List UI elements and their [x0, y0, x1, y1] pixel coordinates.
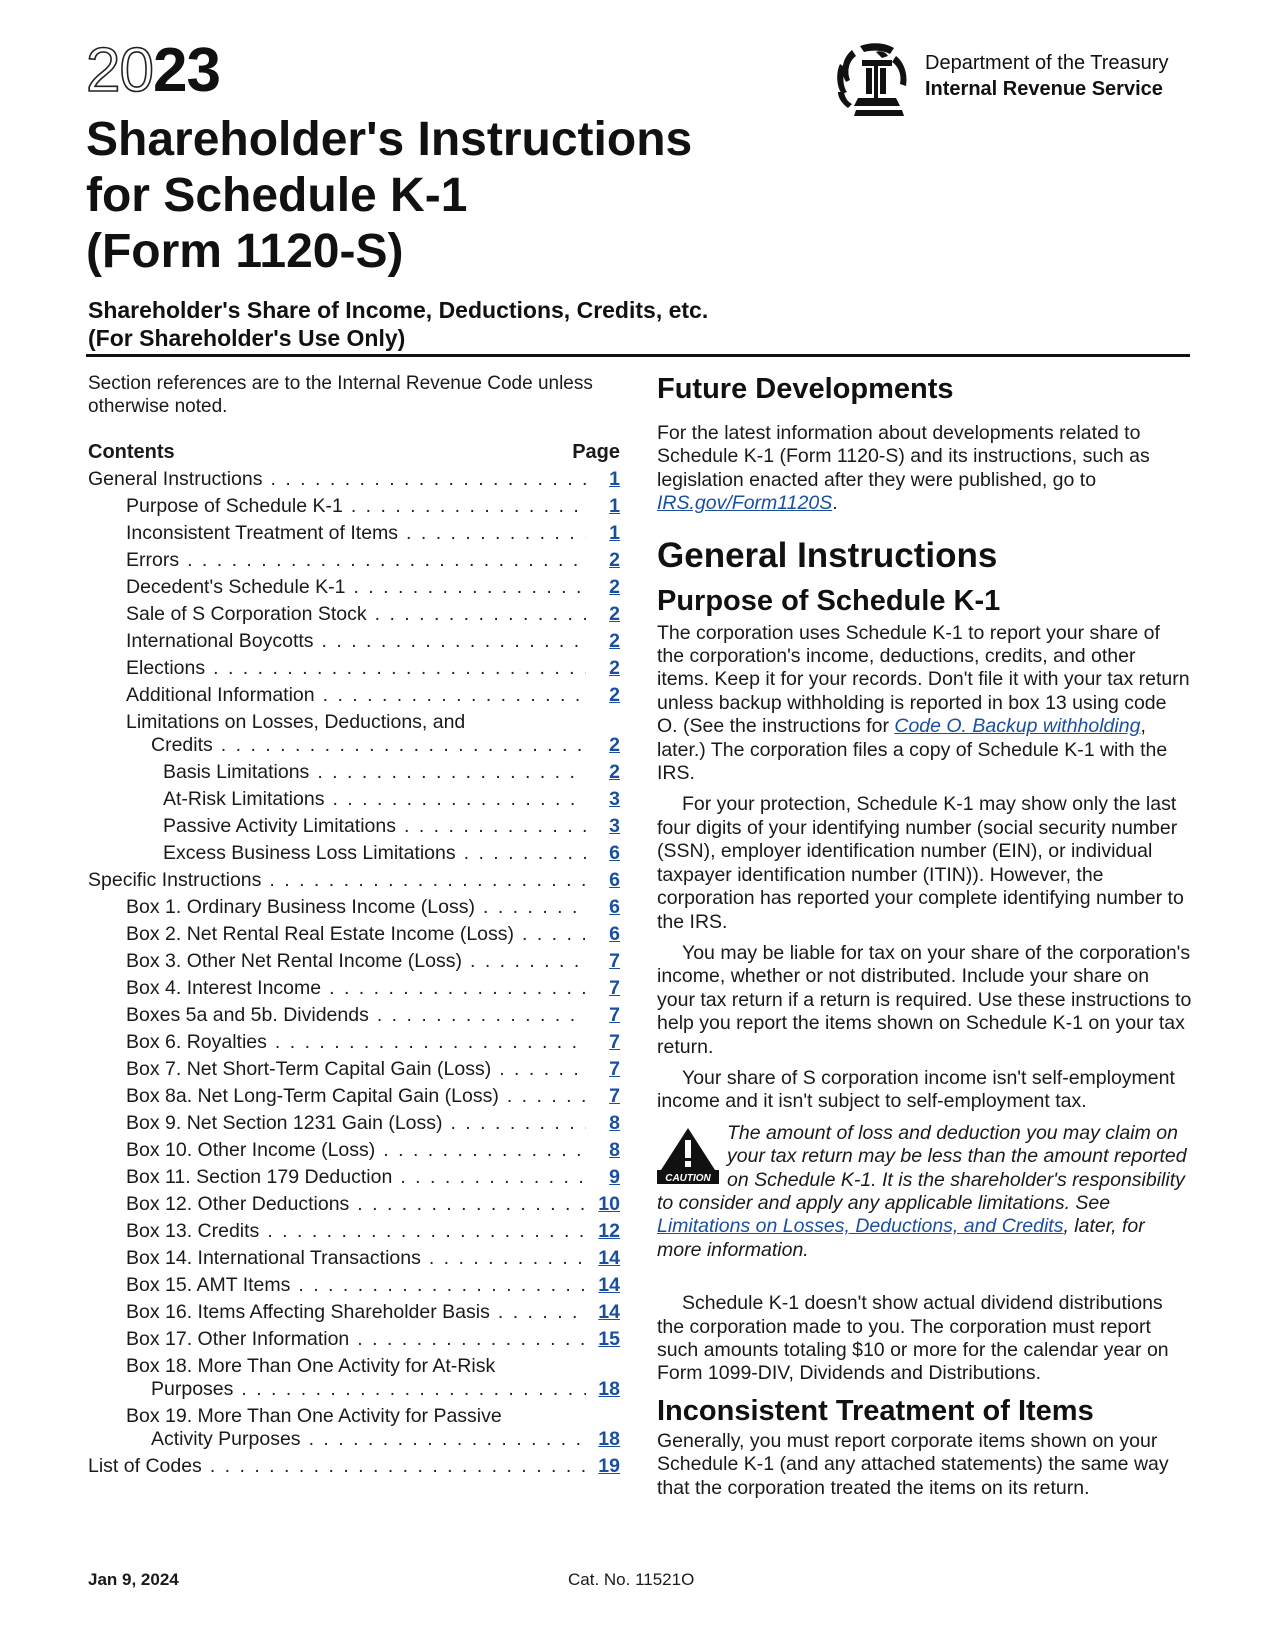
- toc-page-link[interactable]: 8: [609, 1112, 620, 1134]
- toc-leader-dots: [322, 630, 586, 653]
- toc-page-link[interactable]: 18: [598, 1378, 620, 1400]
- toc-item[interactable]: [88, 761, 620, 784]
- toc-leader-dots: [470, 950, 586, 973]
- toc-leader-dots: [400, 1166, 586, 1189]
- revision-date: Jan 9, 2024: [88, 1570, 179, 1589]
- toc-leader-dots: [275, 1031, 586, 1054]
- toc-item-label: Box 4. Interest Income: [126, 977, 322, 999]
- future-text: For the latest information about developments related to Schedule K-1 (Form 1120-S) and its instructions, such as legislation enacted after they were published, go to: [657, 422, 1150, 491]
- title-line-1: Shareholder's Instructions: [86, 113, 693, 166]
- irs-eagle-logo-icon: [836, 42, 908, 118]
- toc-item[interactable]: [88, 950, 620, 973]
- toc-item[interactable]: [88, 1085, 620, 1108]
- future-developments-text: For the latest information about developments related to Schedule K-1 (Form 1120-S) and its instructions, such as legislation enacted after they were published, go to IRS.gov/Form1120S.: [657, 422, 1150, 515]
- toc-item[interactable]: [88, 468, 620, 491]
- toc-leader-dots: [298, 1274, 586, 1297]
- toc-leader-dots: [213, 657, 586, 680]
- toc-page-link[interactable]: 14: [598, 1247, 620, 1269]
- toc-leader-dots: [429, 1247, 586, 1270]
- toc-page-link[interactable]: 19: [598, 1455, 620, 1477]
- purpose-paragraph-2: For your protection, Schedule K-1 may show only the last four digits of your identifying number (social security number (SSN), employer identification number (EIN), or individual taxpayer identification number (ITIN)). However, the corporation has reported your complete identifying number to the IRS.: [657, 793, 1184, 933]
- toc-item[interactable]: [88, 1004, 620, 1027]
- toc-page-link[interactable]: 1: [609, 495, 620, 517]
- future-developments-heading: Future Developments: [657, 373, 954, 405]
- toc-page-link[interactable]: 8: [609, 1139, 620, 1161]
- toc-page-link[interactable]: 2: [609, 657, 620, 679]
- title-line-2: for Schedule K-1: [86, 169, 468, 222]
- toc-leader-dots: [464, 842, 586, 865]
- toc-page-link[interactable]: 6: [609, 869, 620, 891]
- toc-leader-dots: [267, 1220, 586, 1243]
- toc-item-heading: Box 18. More Than One Activity for At-Risk: [126, 1355, 496, 1377]
- purpose-p1-tail: , later.) The corporation files a copy of Schedule K-1 with the IRS.: [657, 715, 1168, 785]
- toc-item[interactable]: [88, 1274, 620, 1297]
- toc-item-label: Box 1. Ordinary Business Income (Loss): [126, 896, 475, 918]
- toc-page-link[interactable]: 3: [609, 815, 620, 837]
- agency-name: [925, 50, 1168, 102]
- toc-item-label: Box 16. Items Affecting Shareholder Basis: [126, 1301, 490, 1323]
- toc-item[interactable]: [88, 684, 620, 707]
- toc-leader-dots: [404, 815, 586, 838]
- toc-leader-dots: [317, 761, 586, 784]
- subtitle-line-1: Shareholder's Share of Income, Deductions, Credits, etc.: [88, 297, 709, 323]
- toc-page-link[interactable]: 12: [598, 1220, 620, 1242]
- toc-item-heading: Limitations on Losses, Deductions, and: [126, 711, 466, 733]
- toc-leader-dots: [375, 603, 586, 626]
- toc-page-link[interactable]: 7: [609, 977, 620, 999]
- caution-text: The amount of loss and deduction you may claim on your tax return may be less than the amount reported on Schedule K-1. It is the shareholder's responsibility to consider and apply any applicable limitations. See: [657, 1121, 1187, 1214]
- toc-item-heading: Box 19. More Than One Activity for Passive: [126, 1405, 502, 1427]
- irs-form-link[interactable]: IRS.gov/Form1120S: [657, 492, 833, 515]
- purpose-p1-text: The corporation uses Schedule K-1 to report your share of the corporation's income, deductions, credits, and other items. Keep it for your records. Don't file it with your tax return unless backup withholding is reported in box 13 using code O. (See the instructions for: [657, 621, 1190, 738]
- toc-item[interactable]: [88, 1301, 620, 1324]
- toc-item[interactable]: [88, 549, 620, 572]
- toc-item-label: Box 6. Royalties: [126, 1031, 267, 1053]
- toc-item[interactable]: [88, 1220, 620, 1243]
- toc-leader-dots: [241, 1378, 586, 1401]
- toc-item[interactable]: [88, 869, 620, 892]
- toc-page-link[interactable]: 7: [609, 1085, 620, 1107]
- toc-item-label: Sale of S Corporation Stock: [126, 603, 367, 625]
- toc-page-link[interactable]: 14: [598, 1301, 620, 1323]
- toc-page-link[interactable]: 7: [609, 1031, 620, 1053]
- toc-item[interactable]: [88, 1378, 620, 1401]
- toc-item-label: Excess Business Loss Limitations: [163, 842, 456, 864]
- toc-item[interactable]: [88, 896, 620, 919]
- contents-label: Contents: [88, 441, 175, 463]
- section-references-note: Section references are to the Internal Revenue Code unless otherwise noted.: [88, 373, 593, 417]
- catalog-number: Cat. No. 11521O: [568, 1570, 695, 1589]
- document-subtitle: [88, 296, 708, 352]
- document-title: [86, 112, 846, 280]
- toc-page-link[interactable]: 2: [609, 684, 620, 706]
- toc-item[interactable]: [88, 630, 620, 653]
- table-of-contents: [88, 468, 620, 1478]
- toc-item-label: Box 13. Credits: [126, 1220, 260, 1242]
- toc-leader-dots: [309, 1428, 586, 1451]
- toc-item[interactable]: [88, 1166, 620, 1189]
- left-column: [88, 372, 620, 1478]
- toc-page-link[interactable]: 1: [609, 468, 620, 490]
- toc-item[interactable]: [88, 788, 620, 811]
- toc-leader-dots: [210, 1455, 586, 1478]
- toc-item-label: International Boycotts: [126, 630, 314, 652]
- purpose-paragraph-5: Schedule K-1 doesn't show actual dividend distributions the corporation made to you. The corporation must report such amounts totaling $10 or more for the calendar year on Form 1099-DIV, Dividends and Distributions.: [657, 1292, 1169, 1385]
- toc-item-label: Box 3. Other Net Rental Income (Loss): [126, 950, 462, 972]
- caution-note: [657, 1122, 1192, 1262]
- toc-item-label: At-Risk Limitations: [163, 788, 325, 810]
- toc-item-label: Box 9. Net Section 1231 Gain (Loss): [126, 1112, 443, 1134]
- toc-leader-dots: [353, 576, 586, 599]
- toc-page-link[interactable]: 10: [598, 1193, 620, 1215]
- toc-item[interactable]: [88, 495, 620, 518]
- toc-item[interactable]: [88, 1328, 620, 1351]
- toc-item-label: Additional Information: [126, 684, 315, 706]
- toc-item[interactable]: [88, 576, 620, 599]
- toc-item[interactable]: [88, 603, 620, 626]
- toc-leader-dots: [451, 1112, 586, 1135]
- toc-item-label: Box 12. Other Deductions: [126, 1193, 350, 1215]
- toc-page-link[interactable]: 7: [609, 950, 620, 972]
- agency-service: Internal Revenue Service: [925, 78, 1163, 100]
- toc-leader-dots: [351, 495, 586, 518]
- right-column: [657, 372, 1192, 1500]
- toc-leader-dots: [507, 1085, 586, 1108]
- toc-item[interactable]: [88, 1058, 620, 1081]
- toc-leader-dots: [323, 684, 586, 707]
- purpose-paragraph-3: You may be liable for tax on your share of the corporation's income, whether or not distributed. Include your share on your tax return if a return is required. Use these instructions to help you report the items shown on Schedule K-1 on your tax return.: [657, 941, 1192, 1058]
- toc-item-label: Box 11. Section 179 Deduction: [126, 1166, 393, 1188]
- toc-leader-dots: [271, 468, 586, 491]
- toc-item-label: General Instructions: [88, 468, 263, 490]
- toc-page-link[interactable]: 9: [609, 1166, 620, 1188]
- toc-leader-dots: [377, 1004, 586, 1027]
- toc-item[interactable]: [88, 842, 620, 865]
- caution-label: CAUTION: [665, 1172, 711, 1184]
- title-line-3: (Form 1120-S): [86, 225, 404, 278]
- purpose-paragraph-4: Your share of S corporation income isn't self-employment income and it isn't subject to self-employment tax.: [657, 1066, 1175, 1113]
- toc-page-link[interactable]: 2: [609, 761, 620, 783]
- toc-page-link[interactable]: 2: [609, 576, 620, 598]
- toc-item[interactable]: [88, 923, 620, 946]
- toc-item-label: Boxes 5a and 5b. Dividends: [126, 1004, 369, 1026]
- toc-item-label: Inconsistent Treatment of Items: [126, 522, 399, 544]
- agency-department: Department of the Treasury: [925, 52, 1169, 74]
- toc-item[interactable]: [88, 1247, 620, 1270]
- toc-page-link[interactable]: 2: [609, 603, 620, 625]
- toc-page-link[interactable]: 1: [609, 522, 620, 544]
- form-year: [86, 34, 220, 108]
- toc-item-label: Box 14. International Transactions: [126, 1247, 421, 1269]
- toc-item-label: Purpose of Schedule K-1: [126, 495, 343, 517]
- toc-item[interactable]: [88, 1428, 620, 1451]
- toc-item-label: Box 2. Net Rental Real Estate Income (Loss): [126, 923, 515, 945]
- general-instructions-heading: General Instructions: [657, 535, 998, 575]
- toc-leader-dots: [269, 869, 586, 892]
- toc-leader-dots: [498, 1301, 586, 1324]
- toc-item-label: Box 7. Net Short-Term Capital Gain (Loss): [126, 1058, 492, 1080]
- toc-item[interactable]: [88, 1455, 620, 1478]
- toc-item-label: Basis Limitations: [163, 761, 310, 783]
- toc-leader-dots: [332, 788, 586, 811]
- toc-item[interactable]: [88, 1139, 620, 1162]
- caution-icon: [657, 1126, 719, 1184]
- toc-page-link[interactable]: 2: [609, 630, 620, 652]
- toc-item-label: Errors: [126, 549, 180, 571]
- toc-leader-dots: [221, 734, 586, 757]
- toc-page-link[interactable]: 7: [609, 1058, 620, 1080]
- subtitle-line-2: (For Shareholder's Use Only): [88, 325, 406, 351]
- toc-page-link[interactable]: 15: [598, 1328, 620, 1350]
- toc-leader-dots: [383, 1139, 586, 1162]
- toc-item-label: Box 15. AMT Items: [126, 1274, 291, 1296]
- header-divider: [86, 354, 1190, 357]
- toc-item[interactable]: [88, 1112, 620, 1135]
- toc-page-link[interactable]: 6: [609, 896, 620, 918]
- toc-leader-dots: [187, 549, 586, 572]
- code-o-link[interactable]: Code O. Backup withholding: [894, 715, 1141, 738]
- inconsistent-paragraph-1: Generally, you must report corporate items shown on your Schedule K-1 (and any attached statements) the same way that the corporation treated the items on its return.: [657, 1429, 1169, 1499]
- toc-item[interactable]: [88, 522, 620, 545]
- limitations-link[interactable]: Limitations on Losses, Deductions, and Credits: [657, 1215, 1064, 1238]
- toc-page-link[interactable]: 2: [609, 734, 620, 756]
- toc-page-link[interactable]: 14: [598, 1274, 620, 1296]
- toc-item-label: Box 17. Other Information: [126, 1328, 350, 1350]
- year-bold-digits: 23: [152, 36, 220, 105]
- toc-item-label: Box 10. Other Income (Loss): [126, 1139, 376, 1161]
- contents-header: [88, 440, 620, 464]
- toc-item-label: Passive Activity Limitations: [163, 815, 397, 837]
- toc-item-label: Activity Purposes: [151, 1428, 301, 1450]
- toc-item[interactable]: [88, 815, 620, 838]
- page-label: Page: [572, 441, 620, 463]
- toc-item-label: List of Codes: [88, 1455, 202, 1477]
- toc-page-link[interactable]: 6: [609, 842, 620, 864]
- toc-item-label: Specific Instructions: [88, 869, 262, 891]
- toc-item[interactable]: [88, 1031, 620, 1054]
- toc-leader-dots: [329, 977, 586, 1000]
- toc-leader-dots: [357, 1328, 586, 1351]
- purpose-paragraph-1: [657, 622, 1192, 786]
- purpose-heading: Purpose of Schedule K-1: [657, 584, 1001, 617]
- toc-item[interactable]: [88, 977, 620, 1000]
- toc-page-link[interactable]: 3: [609, 788, 620, 810]
- toc-leader-dots: [357, 1193, 586, 1216]
- toc-page-link[interactable]: 7: [609, 1004, 620, 1026]
- toc-leader-dots: [522, 923, 586, 946]
- inconsistent-treatment-heading: Inconsistent Treatment of Items: [657, 1394, 1094, 1427]
- caution-tail: , later, for more information.: [657, 1215, 1145, 1261]
- toc-item[interactable]: [88, 657, 620, 680]
- toc-item-label: Elections: [126, 657, 206, 679]
- toc-item-label: Box 8a. Net Long-Term Capital Gain (Loss): [126, 1085, 499, 1107]
- toc-item[interactable]: [88, 734, 620, 757]
- toc-leader-dots: [483, 896, 586, 919]
- toc-item[interactable]: [88, 1193, 620, 1216]
- toc-page-link[interactable]: 18: [598, 1428, 620, 1450]
- toc-item-label: Decedent's Schedule K-1: [126, 576, 346, 598]
- toc-page-link[interactable]: 6: [609, 923, 620, 945]
- toc-leader-dots: [406, 522, 586, 545]
- toc-item-label: Purposes: [151, 1378, 234, 1400]
- toc-leader-dots: [499, 1058, 586, 1081]
- toc-item-label: Credits: [151, 734, 213, 756]
- year-outline-digits: 20: [86, 36, 153, 105]
- toc-page-link[interactable]: 2: [609, 549, 620, 571]
